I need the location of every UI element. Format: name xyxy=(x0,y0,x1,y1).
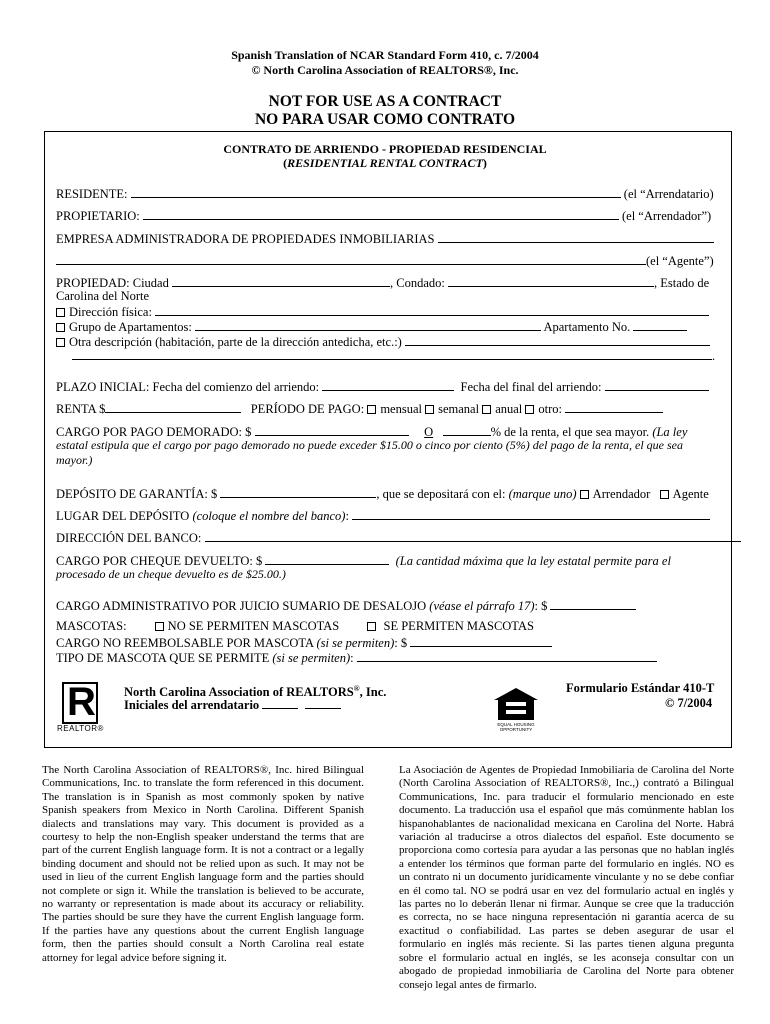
residente-label: RESIDENTE: xyxy=(56,187,128,201)
direccion-fisica-label: Dirección física: xyxy=(69,305,152,319)
grupo-checkbox[interactable] xyxy=(56,323,65,332)
o-letter: O xyxy=(424,425,434,439)
mensual-checkbox[interactable] xyxy=(367,405,376,414)
iniciales-row xyxy=(124,696,341,713)
empresa-field-2[interactable] xyxy=(56,252,646,265)
empresa-row xyxy=(56,230,714,247)
propietario-field[interactable] xyxy=(143,207,619,220)
realtor-logo-text: REALTOR® xyxy=(57,724,104,733)
si-mascotas-label: SE PERMITEN MASCOTAS xyxy=(383,619,534,633)
realtor-r-icon: R xyxy=(67,680,96,724)
header-line-1: Spanish Translation of NCAR Standard Form 410, c. 7/2004 xyxy=(231,48,539,62)
estado-label: , Estado de xyxy=(653,276,710,290)
no-mascotas-checkbox[interactable] xyxy=(155,622,164,631)
condado-field[interactable] xyxy=(448,274,654,287)
admin-field[interactable] xyxy=(550,597,636,610)
arrendador-label: Arrendador xyxy=(592,487,651,501)
fecha-final-field[interactable] xyxy=(605,378,709,391)
tipo-mascota-label: TIPO DE MASCOTA QUE SE PERMITE xyxy=(56,651,270,665)
admin-note: (véase el párrafo 17) xyxy=(429,599,535,613)
marque-uno: (marque uno) xyxy=(508,487,577,501)
carolina-label: Carolina del Norte xyxy=(56,289,150,303)
demorado-label: CARGO POR PAGO DEMORADO: $ xyxy=(56,425,252,439)
demorado-pct-text: % de la renta, el que sea mayor. xyxy=(490,425,650,439)
cargo-mascota-row: CARGO NO REEMBOLSABLE POR MASCOTA (si se permiten): $ xyxy=(56,634,552,651)
propietario-row xyxy=(56,207,711,224)
renta-label: RENTA $ xyxy=(56,402,106,416)
otro-checkbox[interactable] xyxy=(525,405,534,414)
demorado-amount-field[interactable] xyxy=(255,423,409,436)
residente-suffix: (el “Arrendatario) xyxy=(623,187,714,201)
fecha-comienzo-field[interactable] xyxy=(322,378,454,391)
cargo-mascota-label: CARGO NO REEMBOLSABLE POR MASCOTA xyxy=(56,636,314,650)
si-mascotas-checkbox[interactable] xyxy=(367,622,376,631)
lugar-note: (coloque el nombre del banco) xyxy=(192,509,346,523)
cheque-field[interactable] xyxy=(265,552,389,565)
form-date: © 7/2004 xyxy=(665,696,713,710)
fecha-final-label: Fecha del final del arriendo: xyxy=(460,380,602,394)
title-line-2: NO PARA USAR COMO CONTRATO xyxy=(254,111,516,128)
propiedad-label: PROPIEDAD: Ciudad xyxy=(56,276,169,290)
deposito-field[interactable] xyxy=(220,485,376,498)
otra-field[interactable] xyxy=(405,333,710,346)
grupo-field[interactable] xyxy=(195,318,541,331)
iniciales-field-2[interactable] xyxy=(305,696,341,709)
propietario-suffix: (el “Arrendador”) xyxy=(621,209,712,223)
ciudad-field[interactable] xyxy=(172,274,390,287)
form-heading-2: (RESIDENTIAL RENTAL CONTRACT) xyxy=(283,156,487,170)
admin-row: CARGO ADMINISTRATIVO POR JUICIO SUMARIO DE DESALOJO (véase el párrafo 17): $ xyxy=(56,597,636,614)
lugar-row: LUGAR DEL DEPÓSITO (coloque el nombre del banco): xyxy=(56,507,710,524)
equal-housing-text: EQUAL HOUSING OPPORTUNITY xyxy=(497,722,535,732)
empresa-field[interactable] xyxy=(438,230,714,243)
anual-label: anual xyxy=(495,402,523,416)
condado-label: , Condado: xyxy=(389,276,445,290)
empresa-row-2 xyxy=(56,252,714,269)
tipo-mascota-row: TIPO DE MASCOTA QUE SE PERMITE (si se permiten): xyxy=(56,649,657,666)
empresa-label: EMPRESA ADMINISTRADORA DE PROPIEDADES INMOBILIARIAS xyxy=(56,232,435,246)
grupo-label: Grupo de Apartamentos: xyxy=(69,320,192,334)
iniciales-label: Iniciales del arrendatario xyxy=(124,698,260,712)
direccion-fisica-field[interactable] xyxy=(155,303,709,316)
otra-row-2: . xyxy=(72,347,715,364)
apartamento-label: Apartamento No. xyxy=(543,320,631,334)
otra-field-2[interactable] xyxy=(72,347,712,360)
propiedad-row xyxy=(56,274,709,291)
mascotas-label: MASCOTAS: xyxy=(56,619,127,633)
deposito-label: DEPÓSITO DE GARANTÍA: $ xyxy=(56,487,218,501)
demorado-pct-field[interactable] xyxy=(443,423,491,436)
demorado-note-3: mayor.) xyxy=(56,453,93,467)
form-heading-1: CONTRATO DE ARRIENDO - PROPIEDAD RESIDENCIAL xyxy=(223,142,547,156)
demorado-note-2: estatal estipula que el cargo por pago demorado no puede exceder $15.00 o cinco por ciento (5%) del pago de la renta, el que sea xyxy=(56,438,683,452)
mensual-label: mensual xyxy=(380,402,422,416)
otra-label: Otra descripción (habitación, parte de la dirección antedicha, etc.:) xyxy=(69,335,402,349)
renta-field[interactable] xyxy=(105,400,241,413)
deposito-row xyxy=(56,485,709,502)
agente-suffix: (el “Agente”) xyxy=(646,254,714,268)
disclaimer-english: The North Carolina Association of REALTORS®, Inc. hired Bilingual Communications, Inc. to translate the form referenced in this document. The translation is in Spanish as most commonly spoken by native Spanish speakers from Mexico in North Carolina. Different Spanish dialects and translations may vary. This document is provided as a courtesy to help the non-English speaker understand the terms that are part of the current English language form. It is not a contract or a legally binding document and should not be relied upon as such. It may not be used in lieu of the current English language form and the parties should not complete or sign it. While the translation is believed to be accurate, no warranty or representation is made about its accuracy or reliability. The parties should be sure they have the current English language form. If the parties have any questions about the current English language form, then the parties should consult a North Carolina real estate attorney for legal advice before signing it. xyxy=(42,764,364,964)
demorado-note-1: (La ley xyxy=(652,425,688,439)
anual-checkbox[interactable] xyxy=(482,405,491,414)
realtor-logo xyxy=(62,682,98,724)
semanal-checkbox[interactable] xyxy=(425,405,434,414)
otro-field[interactable] xyxy=(565,400,663,413)
cargo-mascota-field[interactable] xyxy=(410,634,552,647)
lugar-label: LUGAR DEL DEPÓSITO xyxy=(56,509,190,523)
apartamento-field[interactable] xyxy=(633,318,687,331)
plazo-row xyxy=(56,378,709,395)
residente-field[interactable] xyxy=(131,185,621,198)
cheque-label: CARGO POR CHEQUE DEVUELTO: $ xyxy=(56,554,263,568)
agente-checkbox[interactable] xyxy=(660,490,669,499)
semanal-label: semanal xyxy=(438,402,480,416)
periodo-label: PERÍODO DE PAGO: xyxy=(250,402,365,416)
direccion-banco-row xyxy=(56,529,741,546)
header-line-2: © North Carolina Association of REALTORS®, Inc. xyxy=(251,63,519,77)
direccion-banco-label: DIRECCIÓN DEL BANCO: xyxy=(56,531,202,545)
otra-checkbox[interactable] xyxy=(56,338,65,347)
deposito-mid: , que se depositará con el: xyxy=(376,487,506,501)
agente-label: Agente xyxy=(672,487,709,501)
ncar-name: North Carolina Association of REALTORS®, Inc. xyxy=(124,684,387,700)
mascotas-row xyxy=(56,619,534,634)
no-mascotas-label: NO SE PERMITEN MASCOTAS xyxy=(167,619,340,633)
direccion-banco-field[interactable] xyxy=(205,529,741,542)
renta-row xyxy=(56,400,663,417)
otro-label: otro: xyxy=(538,402,563,416)
equal-housing-icon xyxy=(492,686,540,722)
cheque-note-2: procesado de un cheque devuelto es de $25.00.) xyxy=(56,567,286,581)
admin-label: CARGO ADMINISTRATIVO POR JUICIO SUMARIO DE DESALOJO xyxy=(56,599,427,613)
arrendador-checkbox[interactable] xyxy=(580,490,589,499)
plazo-label: PLAZO INICIAL: Fecha del comienzo del arriendo: xyxy=(56,380,320,394)
tipo-mascota-note: (si se permiten) xyxy=(272,651,351,665)
tipo-mascota-field[interactable] xyxy=(357,649,657,662)
direccion-fisica-checkbox[interactable] xyxy=(56,308,65,317)
residente-row xyxy=(56,185,714,202)
iniciales-field-1[interactable] xyxy=(262,696,298,709)
disclaimer-spanish: La Asociación de Agentes de Propiedad Inmobiliaria de Carolina del Norte (North Carolina Association of REALTORS®, Inc.,) contrató a Bilingual Communications, Inc. para traducir el formulario mencionado en este documento. La traducción usa el español que más comúnmente hablan los hispanohablantes de nacionalidad mexicana en Carolina del Norte. Habrá variación al traducirse a otros dialectos del español. Este documento se proporciona como cortesía para ayudar a las personas que no hablan inglés a entender los términos que forman parte del formulario en inglés. NO es un contrato ni un documento jurídicamente vinculante y no se debe confiar en él como tal. NO se podrá usar en vez del formulario actual en inglés y las partes no lo deberán llenar ni firmar. Aunque se cree que la traducción es correcta, no se hace ninguna representación ni garantía acerca de su exactitud o confiabilidad. Las partes se deben asegurar de usar el formulario en inglés más reciente. Si las partes tienen alguna pregunta sobre el formulario actual en inglés, se les aconseja consultar con un abogado de propiedad inmobiliaria de Carolina del Norte para obtener consejo legal antes de firmarlo. xyxy=(399,764,734,991)
formulario-label: Formulario Estándar 410-T xyxy=(566,681,715,695)
lugar-field[interactable] xyxy=(352,507,710,520)
propietario-label: PROPIETARIO: xyxy=(56,209,140,223)
title-line-1: NOT FOR USE AS A CONTRACT xyxy=(268,93,502,110)
cheque-note-1: (La cantidad máxima que la ley estatal permite para el xyxy=(395,554,671,568)
cargo-mascota-note: (si se permiten) xyxy=(316,636,395,650)
